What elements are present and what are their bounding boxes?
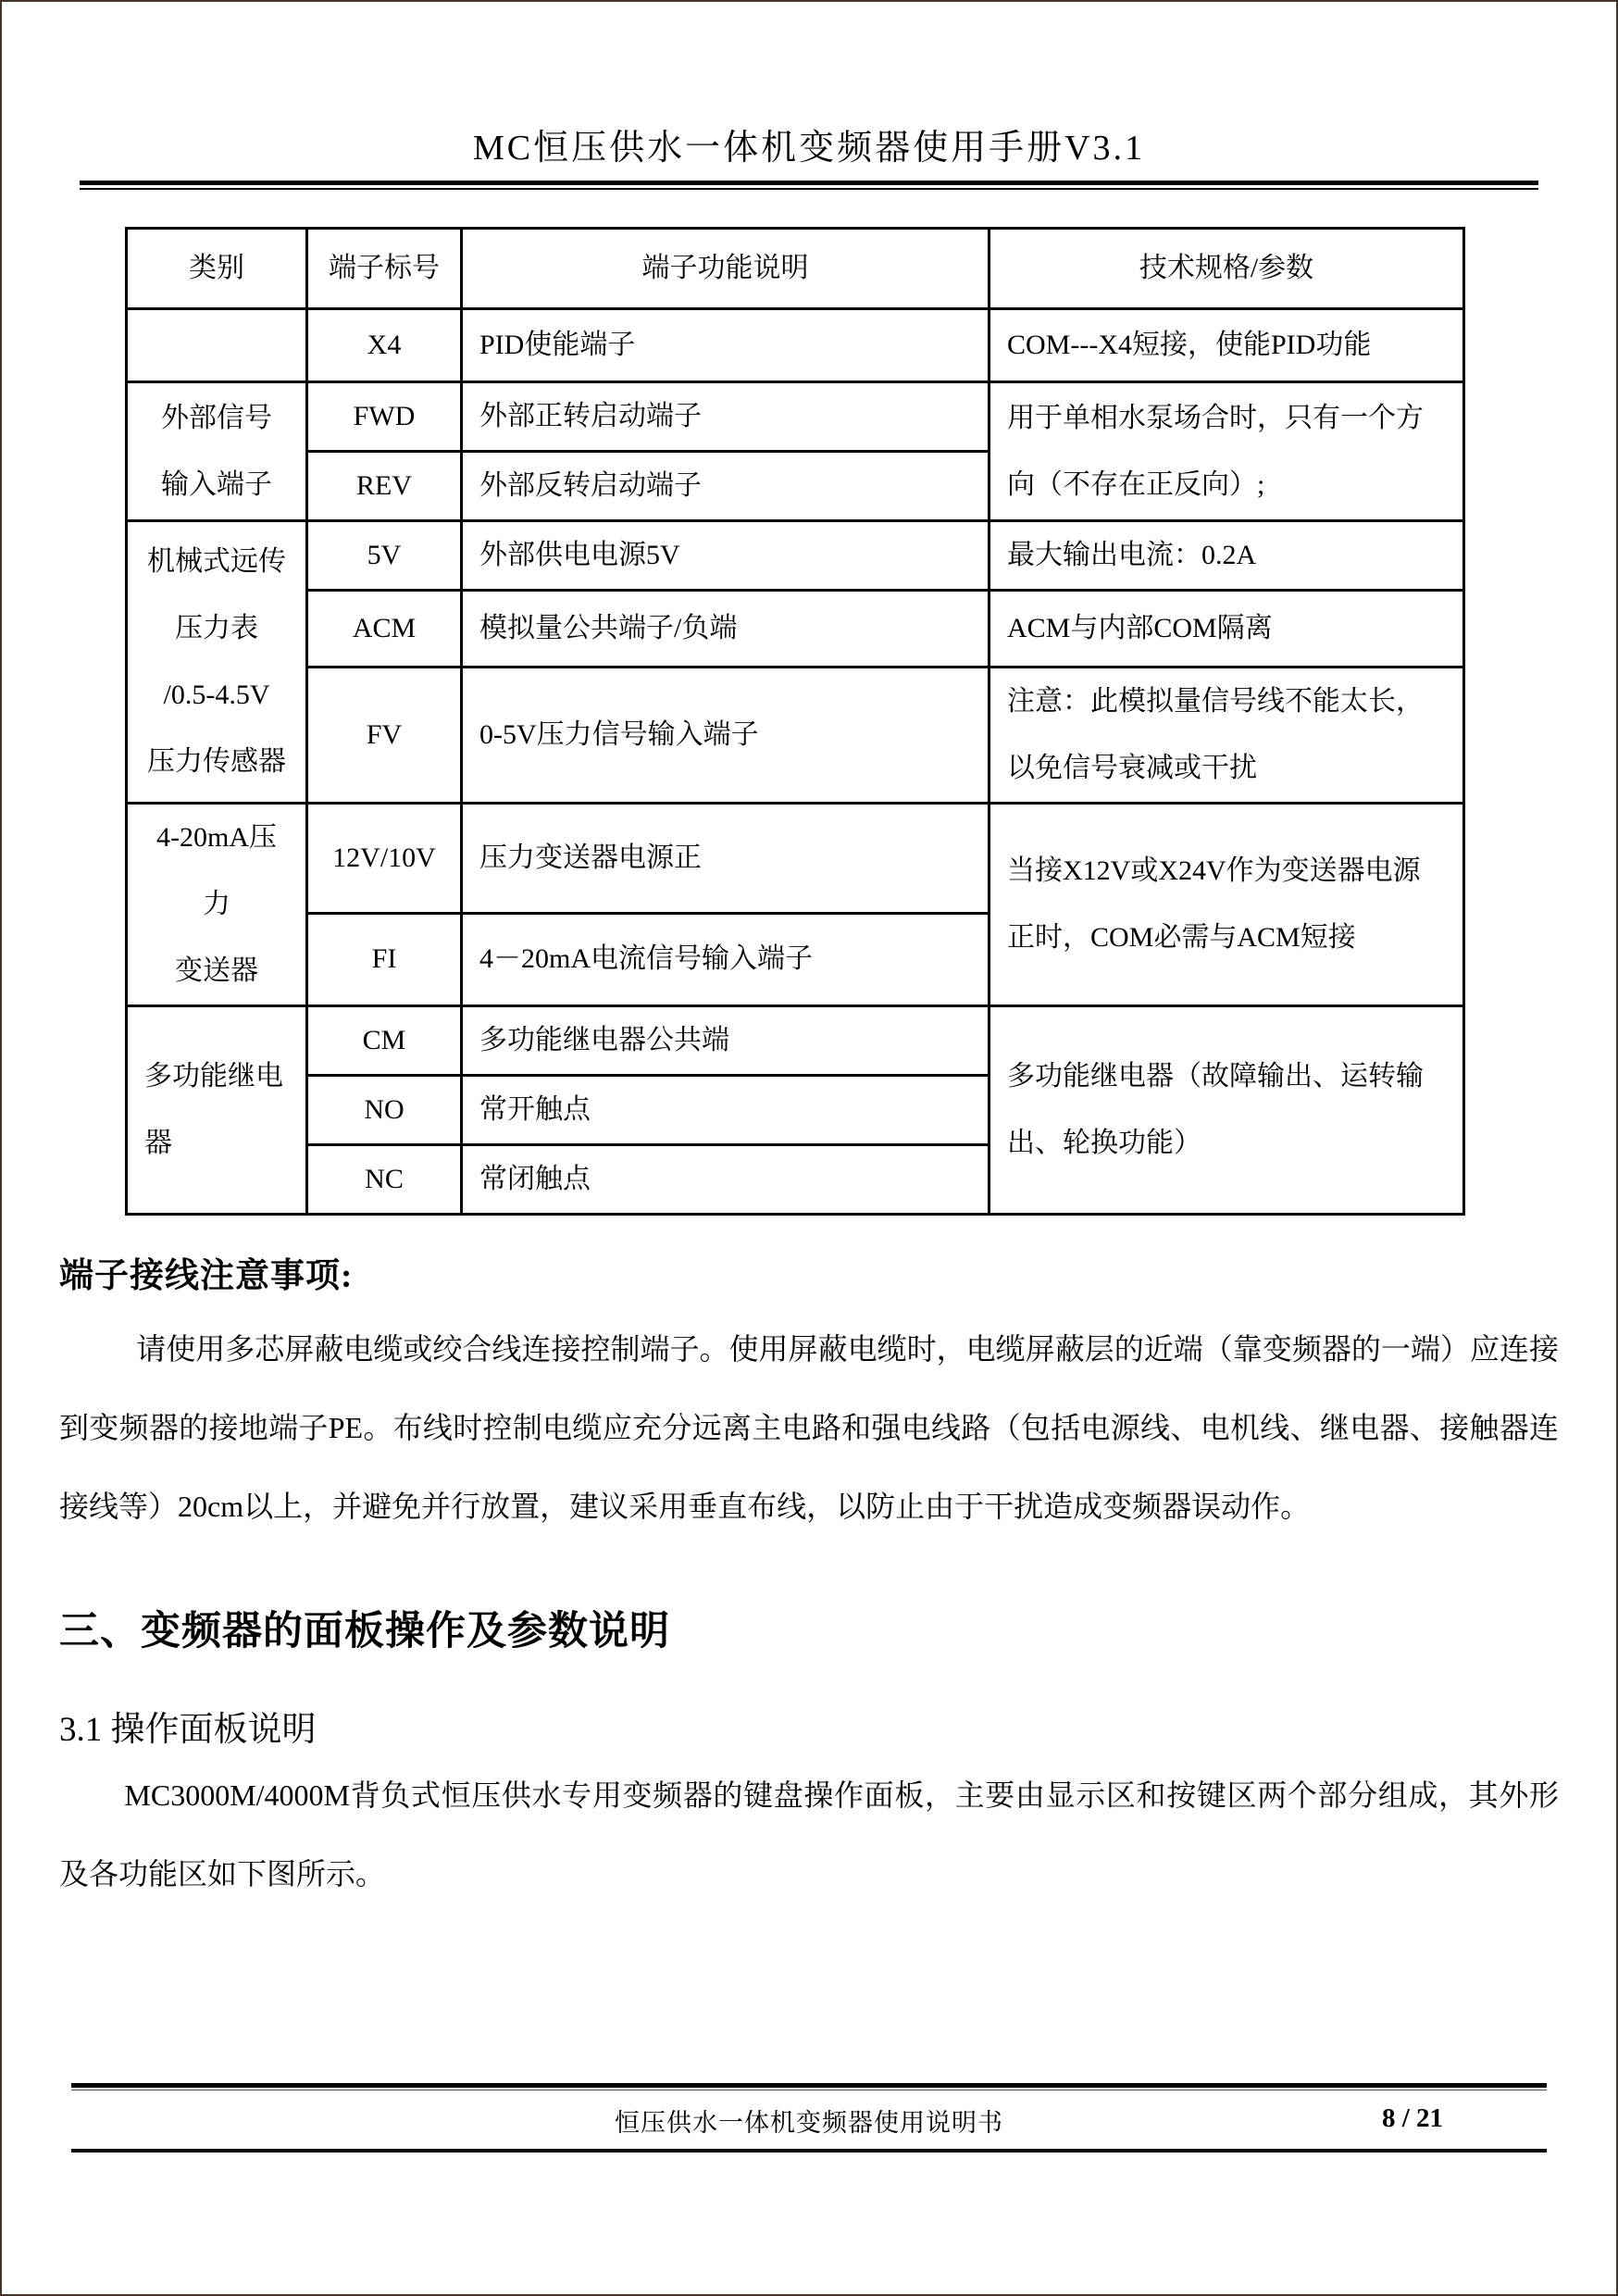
cell-terminal: FI	[307, 913, 462, 1005]
cell-category: 多功能继电 器	[127, 1006, 307, 1215]
wiring-notes-paragraph: 请使用多芯屏蔽电缆或绞合线连接控制端子。使用屏蔽电缆时，电缆屏蔽层的近端（靠变频器的一端）应连接到变频器的接地端子PE。布线时控制电缆应充分远离主电路和强电线路（包括电源线、电机线、继电器、接触器连接线等）20cm以上，并避免并行放置，建议采用垂直布线，以防止由于干扰造成变频器误动作。	[59, 1332, 1559, 1523]
table-row	[127, 309, 1464, 382]
panel-paragraph: MC3000M/4000M背负式恒压供水专用变频器的键盘操作面板，主要由显示区和按键区两个部分组成，其外形及各功能区如下图所示。	[59, 1778, 1559, 1890]
wiring-notes-heading: 端子接线注意事项:	[59, 1257, 354, 1295]
footer-doc-name: 恒压供水一体机变频器使用说明书	[615, 2109, 1003, 2137]
table-row	[127, 591, 1464, 668]
cell-terminal: NO	[307, 1076, 462, 1145]
cell-spec: COM---X4短接，使能PID功能	[989, 309, 1464, 382]
cell-function: 常闭触点	[462, 1145, 989, 1215]
cell-terminal: REV	[307, 452, 462, 521]
footer-page-number: 8 / 21	[1381, 2103, 1443, 2133]
page-content	[2, 1247, 1616, 1914]
col-header-terminal: 端子标号	[307, 229, 462, 309]
cell-function: 模拟量公共端子/负端	[462, 591, 989, 668]
terminal-spec-table	[125, 227, 1465, 1216]
cell-category	[127, 309, 307, 382]
footer-body	[71, 2090, 1547, 2152]
cell-function: 压力变送器电源正	[462, 804, 989, 914]
cell-spec: 多功能继电器（故障输出、运转输 出、轮换功能）	[989, 1006, 1464, 1215]
cell-spec: 当接X12V或X24V作为变送器电源 正时，COM必需与ACM短接	[989, 804, 1464, 1006]
col-header-category: 类别	[127, 229, 307, 309]
table-row	[127, 1006, 1464, 1076]
cell-terminal: 12V/10V	[307, 804, 462, 914]
cell-function: 4－20mA电流信号输入端子	[462, 913, 989, 1005]
cell-terminal: FV	[307, 668, 462, 804]
cell-terminal: NC	[307, 1145, 462, 1215]
document-title: MC恒压供水一体机变频器使用手册V3.1	[472, 129, 1146, 168]
cell-terminal: X4	[307, 309, 462, 382]
table-row	[127, 521, 1464, 591]
cell-function: 多功能继电器公共端	[462, 1006, 989, 1076]
table-row	[127, 668, 1464, 804]
cell-function: 常开触点	[462, 1076, 989, 1145]
chapter-heading: 三、变频器的面板操作及参数说明	[59, 1610, 670, 1653]
cell-terminal: FWD	[307, 382, 462, 452]
table-row	[127, 382, 1464, 452]
cell-spec: 用于单相水泵场合时，只有一个方 向（不存在正反向）;	[989, 382, 1464, 521]
page-header	[2, 119, 1616, 190]
cell-terminal: ACM	[307, 591, 462, 668]
subsection-heading: 3.1 操作面板说明	[59, 1711, 317, 1749]
cell-category: 4-20mA压力 变送器	[127, 804, 307, 1006]
cell-terminal: CM	[307, 1006, 462, 1076]
page-footer	[71, 2083, 1547, 2152]
cell-spec: ACM与内部COM隔离	[989, 591, 1464, 668]
col-header-spec: 技术规格/参数	[989, 229, 1464, 309]
cell-category: 机械式远传 压力表 /0.5-4.5V 压力传感器	[127, 521, 307, 804]
cell-terminal: 5V	[307, 521, 462, 591]
cell-function: 外部正转启动端子	[462, 382, 989, 452]
footer-rule	[71, 2083, 1547, 2090]
cell-function: 外部供电电源5V	[462, 521, 989, 591]
table-header-row	[127, 229, 1464, 309]
col-header-function: 端子功能说明	[462, 229, 989, 309]
cell-spec: 注意：此模拟量信号线不能太长， 以免信号衰减或干扰	[989, 668, 1464, 804]
cell-function: 0-5V压力信号输入端子	[462, 668, 989, 804]
cell-function: PID使能端子	[462, 309, 989, 382]
cell-category: 外部信号 输入端子	[127, 382, 307, 521]
cell-function: 外部反转启动端子	[462, 452, 989, 521]
table-row	[127, 804, 1464, 914]
header-rule	[80, 181, 1538, 190]
cell-spec: 最大输出电流：0.2A	[989, 521, 1464, 591]
